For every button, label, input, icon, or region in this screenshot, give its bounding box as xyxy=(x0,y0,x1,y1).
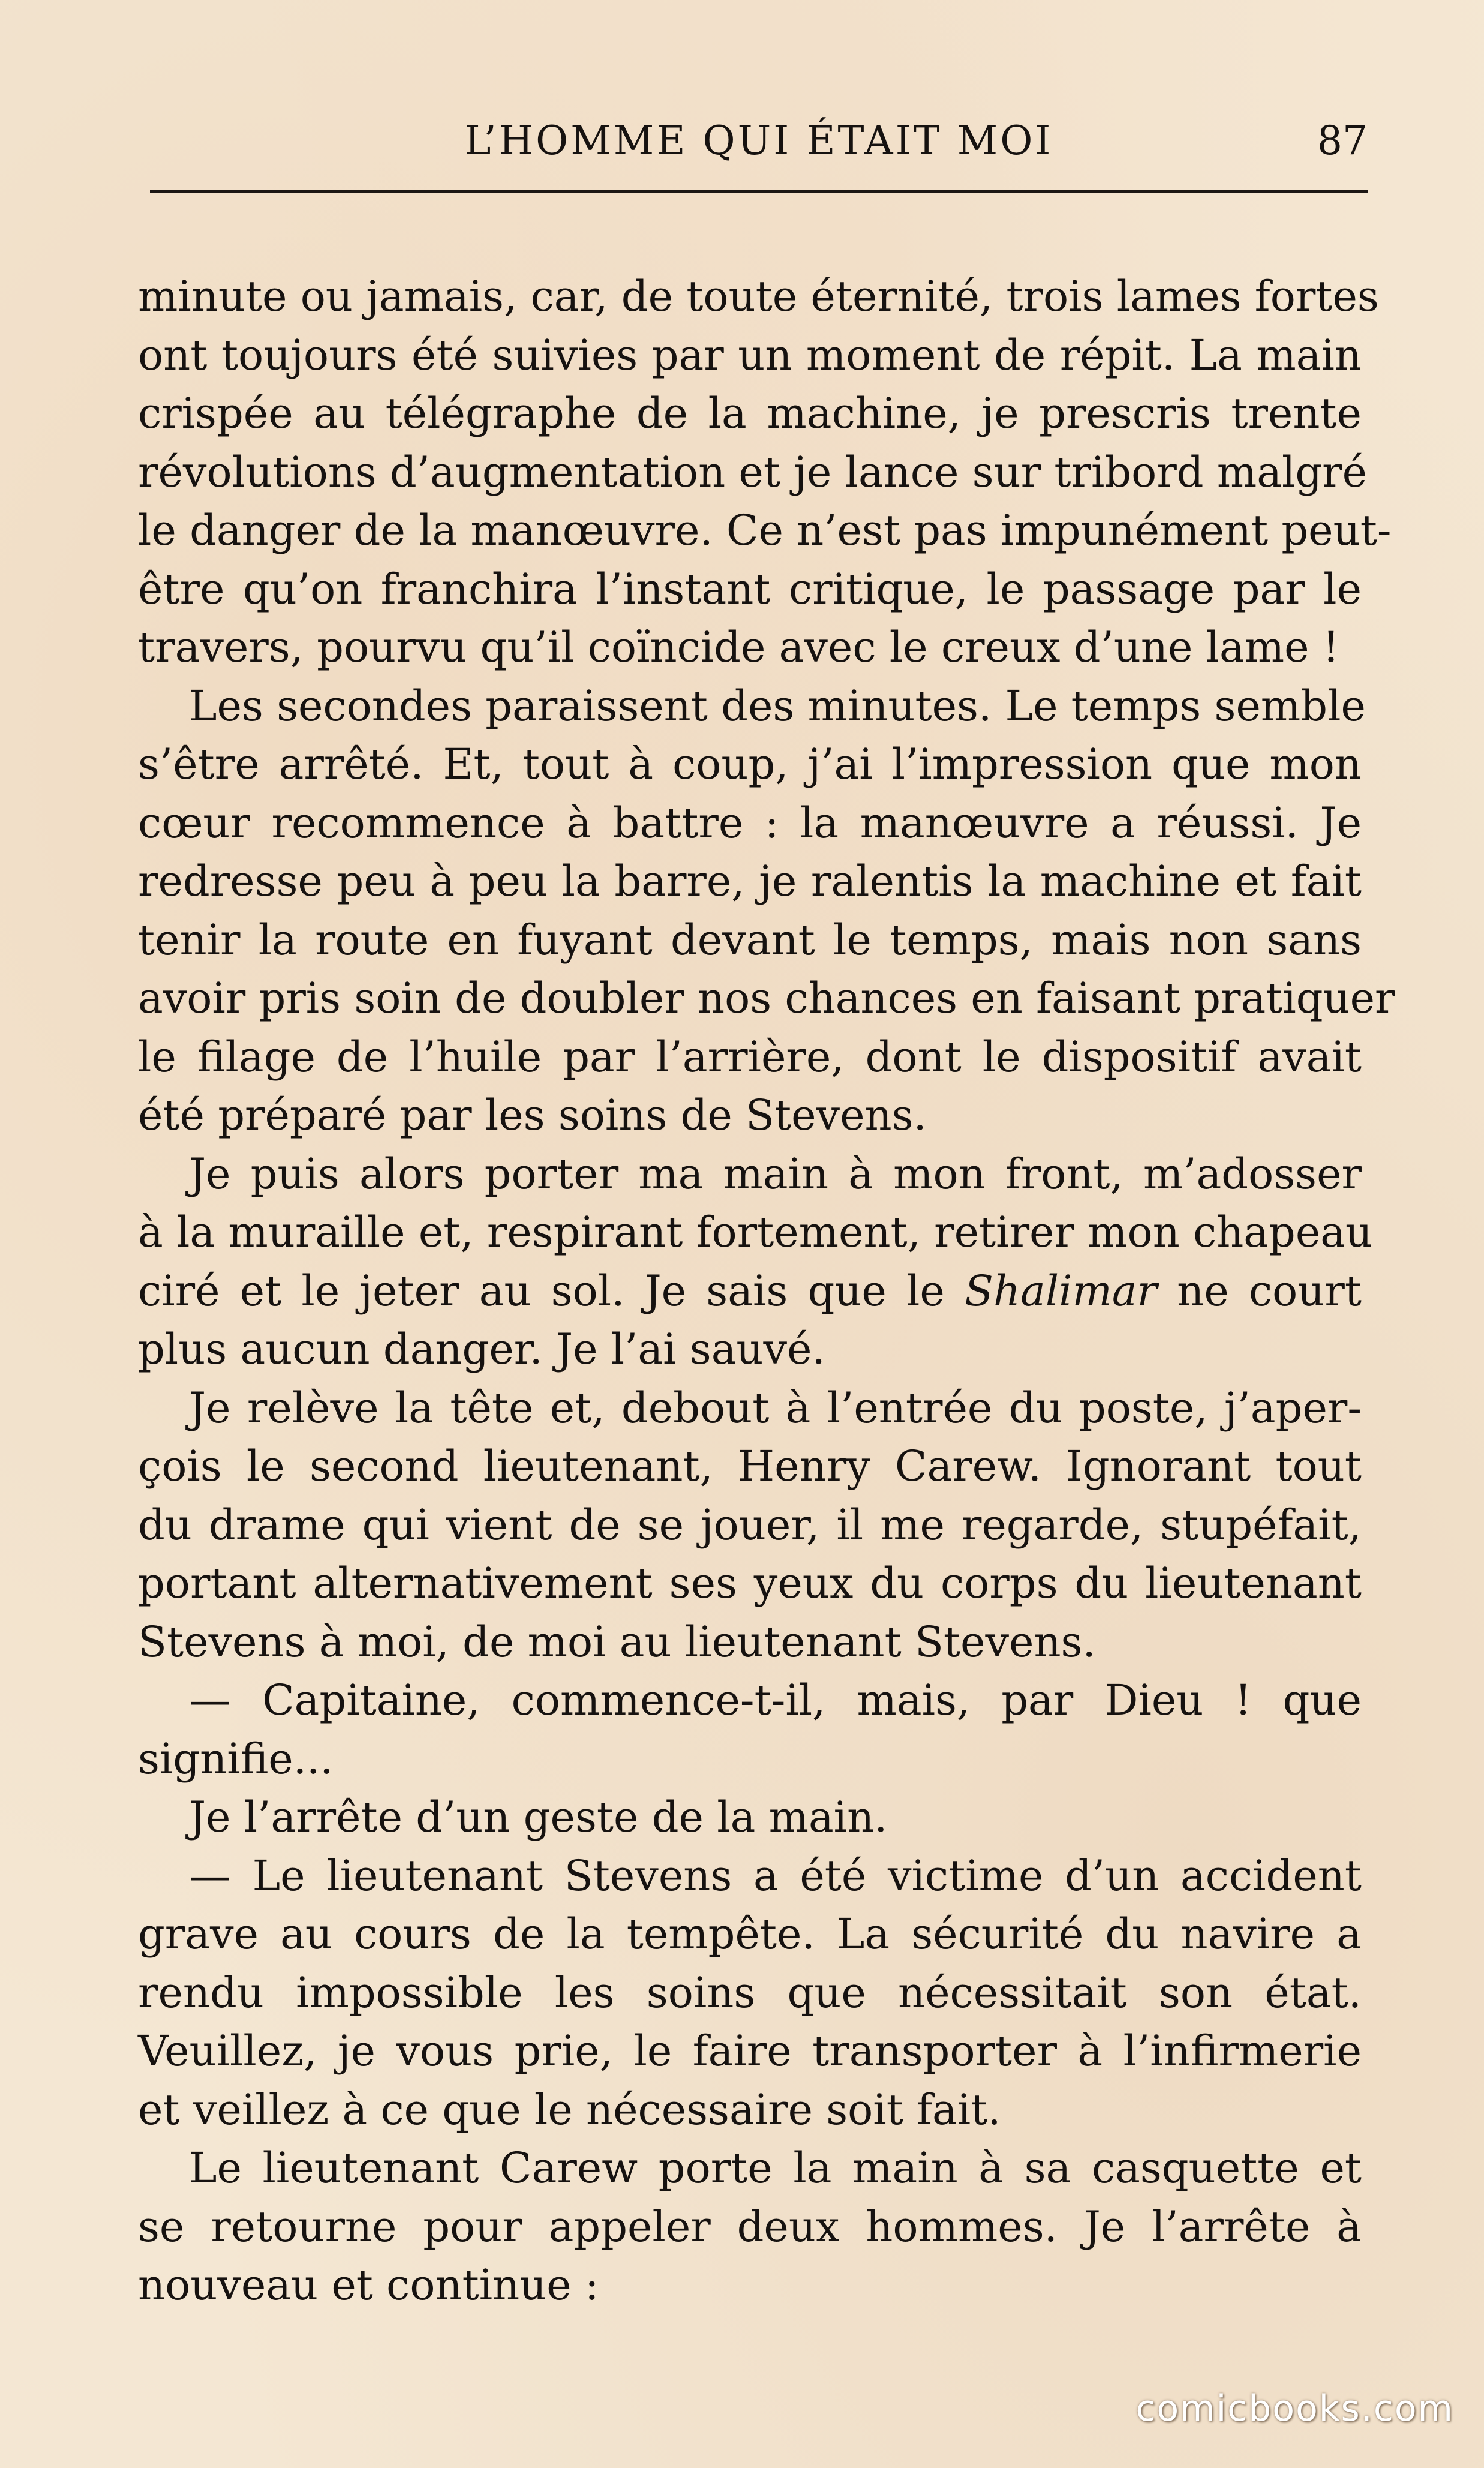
running-head xyxy=(150,114,1368,168)
text-line: portant alternativement ses yeux du corps du lieutenant xyxy=(138,1559,1362,1608)
text-line: du drame qui vient de se jouer, il me regarde, stupéfait, xyxy=(138,1500,1362,1550)
paragraph-start-line: Je l’arrête d’un geste de la main. xyxy=(189,1793,888,1842)
text-line: Stevens à moi, de moi au lieutenant Stevens. xyxy=(138,1617,1096,1667)
dialogue-line: — Le lieutenant Stevens a été victime d’un accident xyxy=(189,1851,1362,1900)
text-line: ont toujours été suivies par un moment de répit. La main xyxy=(138,330,1362,380)
text-line: été préparé par les soins de Stevens. xyxy=(138,1091,927,1140)
text-line: nouveau et continue : xyxy=(138,2260,599,2310)
body-text xyxy=(138,268,1395,2315)
text-line: le danger de la manœuvre. Ce n’est pas impunément peut- xyxy=(138,506,1392,555)
page-number: 87 xyxy=(1317,118,1368,164)
text-fragment: ciré et le jeter au sol. Je sais que le xyxy=(138,1266,965,1316)
text-line: plus aucun danger. Je l’ai sauvé. xyxy=(138,1325,825,1374)
running-title: L’HOMME QUI ÉTAIT MOI xyxy=(464,118,1053,164)
text-line: être qu’on franchira l’instant critique, le passage par le xyxy=(138,564,1362,614)
text-line: Veuillez, je vous prie, le faire transporter à l’infirmerie xyxy=(138,2026,1362,2076)
text-line: çois le second lieutenant, Henry Carew. Ignorant tout xyxy=(138,1442,1362,1491)
dialogue-line: — Capitaine, commence-t-il, mais, par Dieu ! que xyxy=(189,1676,1362,1725)
paragraph-start-line: Je relève la tête et, debout à l’entrée du poste, j’aper- xyxy=(189,1383,1362,1433)
text-line: à la muraille et, respirant fortement, retirer mon chapeau xyxy=(138,1208,1373,1257)
text-line: révolutions d’augmentation et je lance sur tribord malgré xyxy=(138,447,1368,497)
paragraph-start-line: Le lieutenant Carew porte la main à sa casquette et xyxy=(189,2143,1362,2193)
text-line: travers, pourvu qu’il coïncide avec le creux d’une lame ! xyxy=(138,623,1339,672)
text-line: signifie... xyxy=(138,1734,334,1784)
text-fragment: ne court xyxy=(1157,1266,1362,1316)
text-line: minute ou jamais, car, de toute éternité, trois lames fortes xyxy=(138,272,1379,321)
text-line: et veillez à ce que le nécessaire soit fait. xyxy=(138,2085,1001,2134)
text-line: tenir la route en fuyant devant le temps, mais non sans xyxy=(138,915,1362,965)
header-rule xyxy=(150,190,1368,193)
text-line: grave au cours de la tempête. La sécurité du navire a xyxy=(138,1909,1362,1959)
text-line: avoir pris soin de doubler nos chances en faisant pratiquer xyxy=(138,974,1395,1023)
ship-name: Shalimar xyxy=(964,1266,1158,1316)
text-line: cœur recommence à battre : la manœuvre a réussi. Je xyxy=(138,798,1362,848)
paragraph-start-line: Les secondes paraissent des minutes. Le temps semble xyxy=(189,681,1366,731)
paragraph-start-line: Je puis alors porter ma main à mon front, m’adosser xyxy=(189,1149,1362,1199)
text-line: redresse peu à peu la barre, je ralentis la machine et fait xyxy=(138,857,1362,906)
text-line: s’être arrêté. Et, tout à coup, j’ai l’impression que mon xyxy=(138,740,1362,789)
text-line: crispée au télégraphe de la machine, je prescris trente xyxy=(138,389,1362,438)
text-line: le filage de l’huile par l’arrière, dont le dispositif avait xyxy=(138,1032,1362,1082)
text-line: se retourne pour appeler deux hommes. Je l’arrête à xyxy=(138,2202,1362,2251)
text-line: rendu impossible les soins que nécessitait son état. xyxy=(138,1968,1362,2017)
watermark: comicbooks.com xyxy=(1135,2388,1454,2430)
text-line-with-ship-name xyxy=(138,1262,1362,1321)
